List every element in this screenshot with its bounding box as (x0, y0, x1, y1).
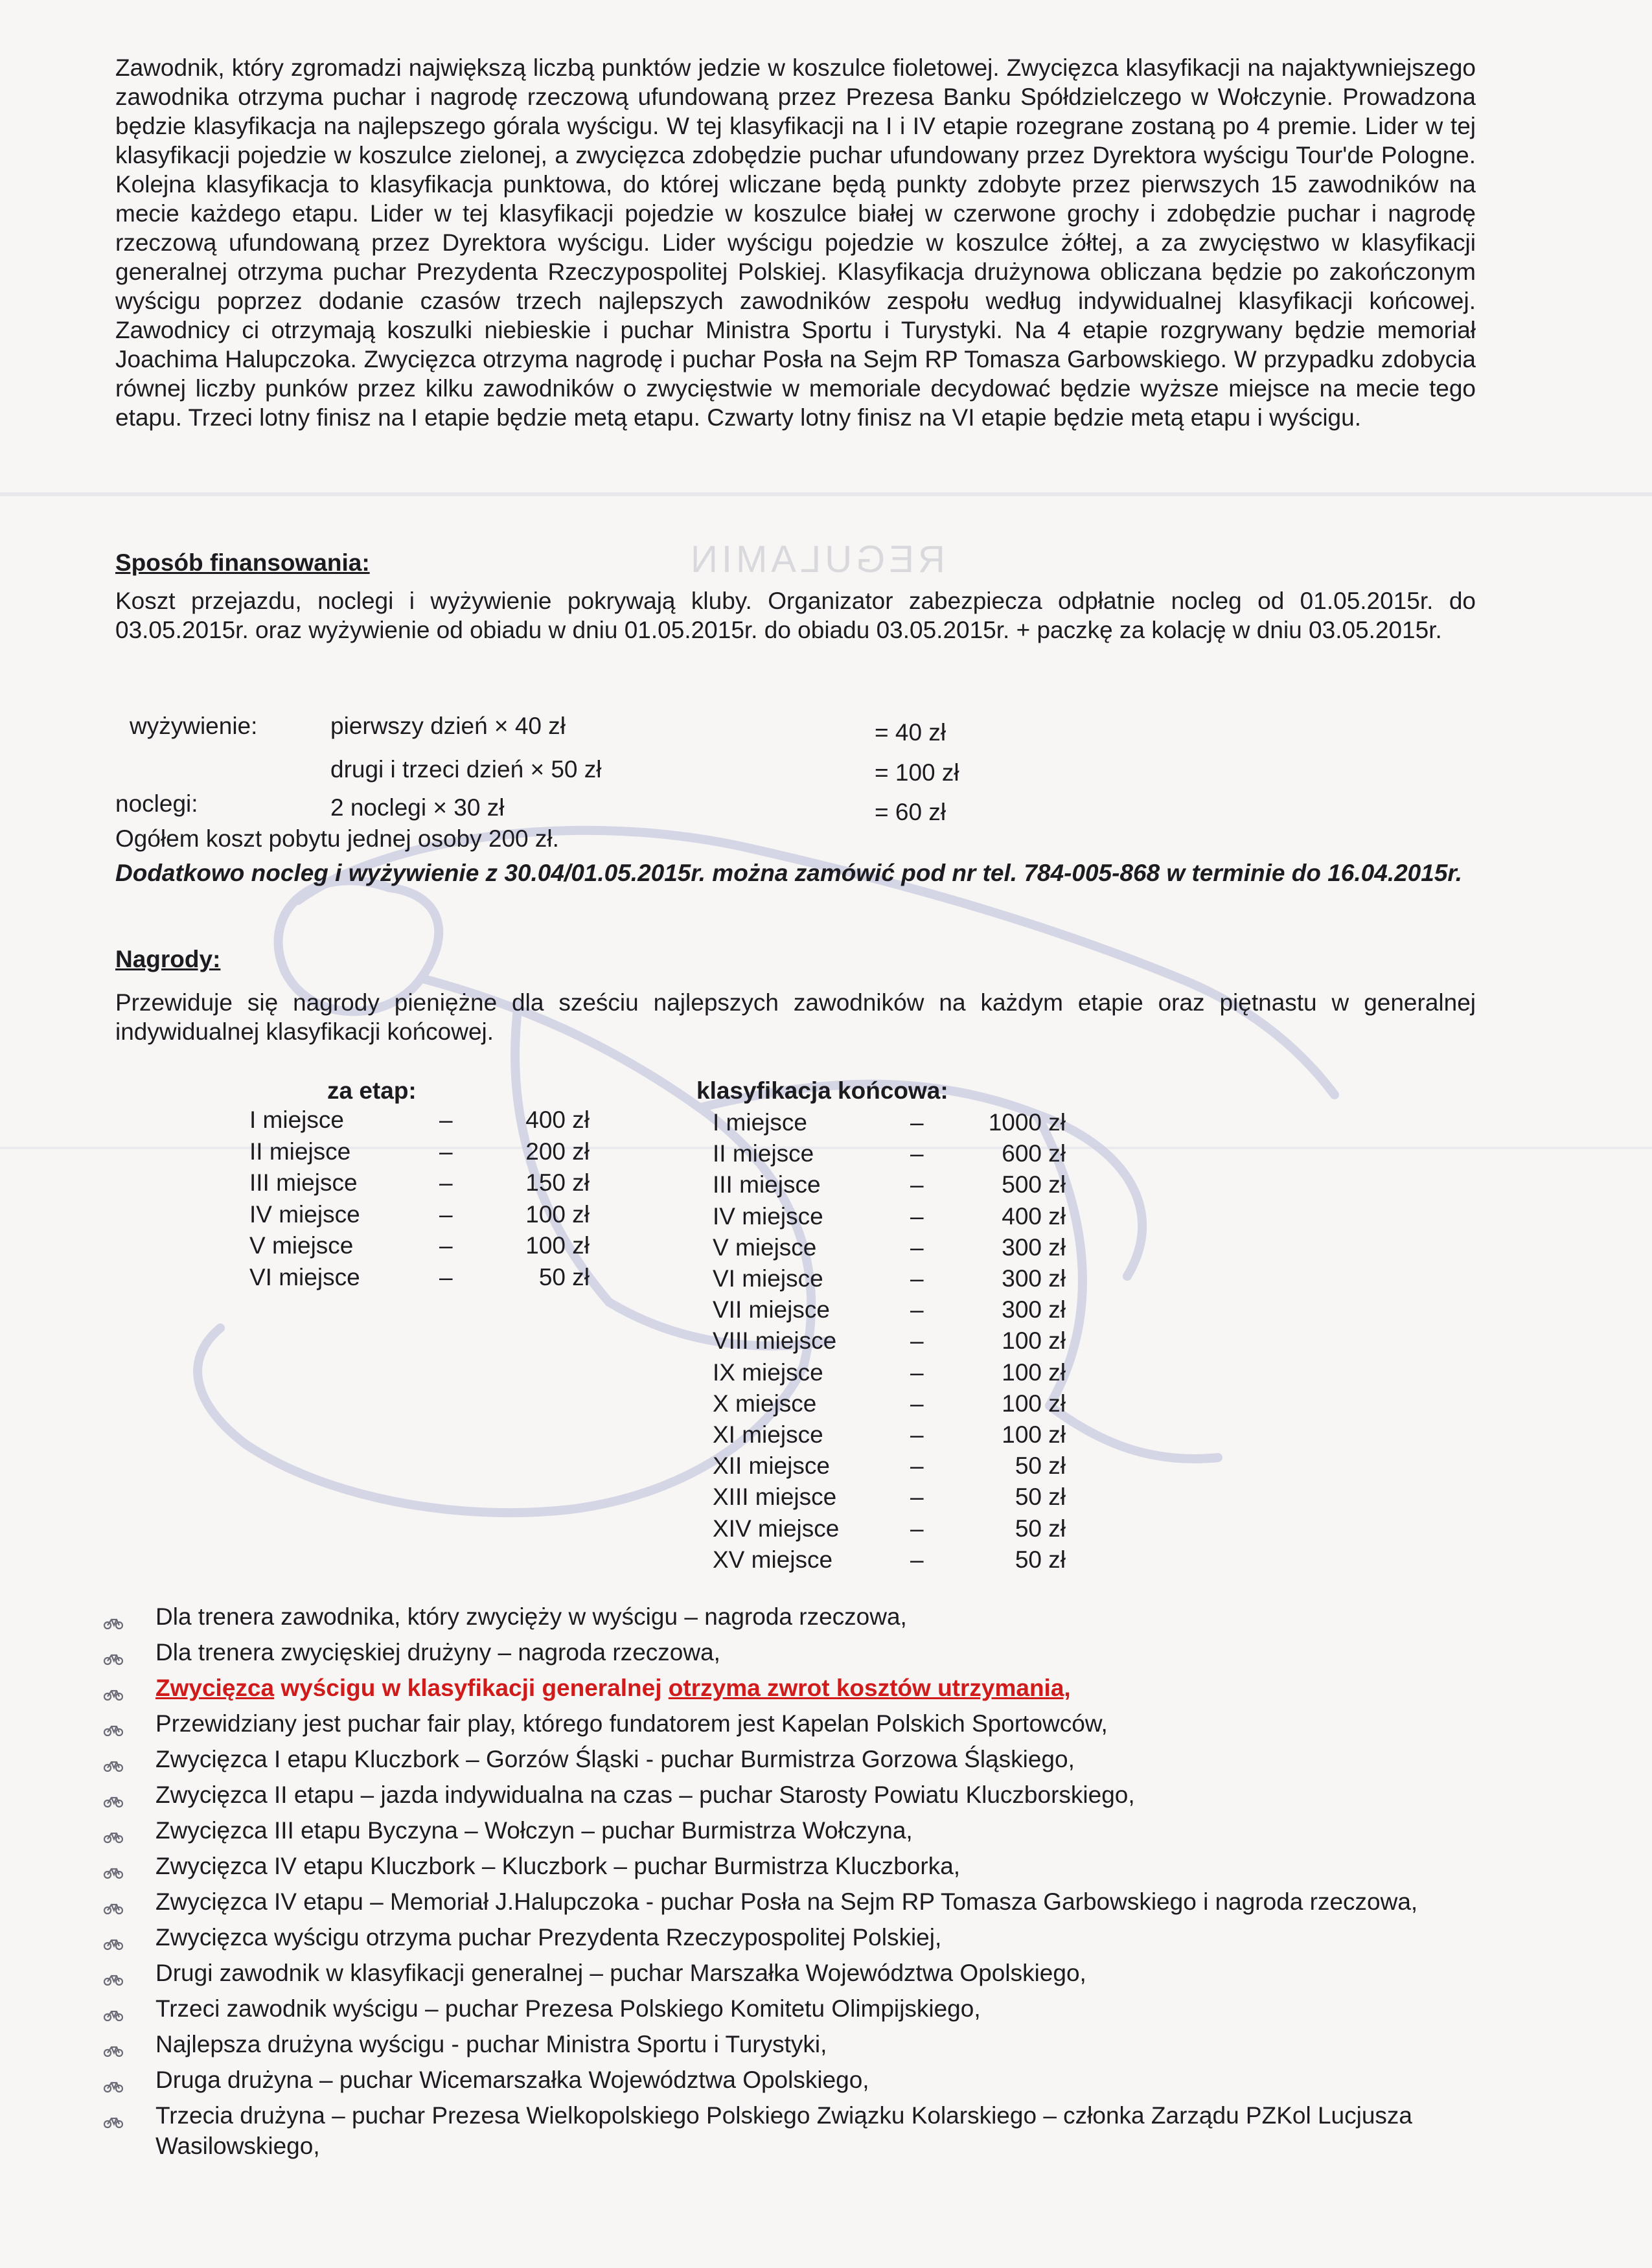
intro-text: Zawodnik, który zgromadzi największą liczbą punktów jedzie w koszulce fioletowej. Zwycięzca klasyfikacji na najaktywniejszego zawodnika otrzyma puchar i nagrodę rzeczową ufundowaną przez Prezesa Banku Spółdzielczego w Wołczynie. Prowadzona będzie klasyfikacja na najlepszego górala wyścigu. W tej klasyfikacji na I i IV etapie rozegrane zostaną po 4 premie. Lider w tej klasyfikacji pojedzie w koszulce zielonej, a zwycięzca zdobędzie puchar ufundowany przez Dyrektora wyścigu Tour'de Pologne. Kolejna klasyfikacja to klasyfikacja punktowa, do której wliczane będą punkty zdobyte przez pierwszych 15 zawodników na mecie każdego etapu. Lider w tej klasyfikacji pojedzie w koszulce białej w czerwone grochy i zdobędzie puchar i nagrodę rzeczową ufundowaną przez Dyrektora wyścigu. Lider wyścigu pojedzie w koszulce żółtej, a za zwycięstwo w klasyfikacji generalnej otrzyma puchar Prezydenta Rzeczypospolitej Polskiej. Klasyfikacja drużynowa obliczana będzie po zakończonym wyścigu poprzez dodanie czasów trzech najlepszych zawodników zespołu według indywidualnej klasyfikacji końcowej. Zawodnicy ci otrzymają koszulki niebieskie i puchar Ministra Sportu i Turystyki. Na 4 etapie rozgrywany będzie memoriał Joachima Halupczoka. Zwycięzca otrzyma nagrodę i puchar Posła na Sejm RP Tomasza Garbowskiego. W przypadku zdobycia równej liczby punków przez kilku zawodników o zwycięstwie w memoriale decydować będzie wyższe miejsce na mecie tego etapu. Trzeci lotny finisz na I etapie będzie metą etapu. Czwarty lotny finisz na VI etapie będzie metą etapu i wyścigu. (115, 54, 1476, 431)
highlight-middle: wyścigu w klasyfikacji generalnej (274, 1675, 669, 1701)
prize-dash: – (439, 1169, 453, 1196)
cost-label: noclegi: (115, 790, 198, 817)
prize-amount: 500 zł (1002, 1171, 1066, 1198)
list-item (104, 1922, 1529, 1958)
list-item (104, 2065, 1529, 2100)
prize-place: III miejsce (249, 1169, 358, 1196)
prize-amount: 50 zł (1015, 1546, 1066, 1573)
financing-paragraph: Koszt przejazdu, noclegi i wyżywienie pokrywają kluby. Organizator zabezpiecza odpłatnie nocleg od 01.05.2015r. do 03.05.2015r. oraz wyżywienie od obiadu w dniu 01.05.2015r. do obiadu 03.05.2015r. + paczkę za kolację w dniu 03.05.2015r. (115, 588, 1476, 643)
list-item-text: Zwycięzca wyścigu otrzyma puchar Prezydenta Rzeczypospolitej Polskiej, (155, 1924, 942, 1951)
bicycle-icon (104, 2029, 132, 2065)
bicycle-icon (104, 1815, 132, 1851)
prize-amount: 100 zł (1002, 1358, 1066, 1386)
prize-dash: – (910, 1140, 924, 1167)
prize-dash: – (910, 1515, 924, 1542)
list-item-text: Zwycięzca II etapu – jazda indywidualna na czas – puchar Starosty Powiatu Kluczborskiego, (155, 1781, 1135, 1808)
prize-place: IX miejsce (713, 1358, 823, 1386)
prize-place: VIII miejsce (713, 1327, 837, 1355)
prize-dash: – (910, 1546, 924, 1573)
prize-amount: 100 zł (525, 1232, 590, 1259)
prizes-text (115, 988, 1476, 1046)
bicycle-icon (104, 1922, 132, 1958)
prize-dash: – (910, 1171, 924, 1198)
prize-dash: – (910, 1390, 924, 1417)
paper-fold-line (0, 492, 1652, 496)
prize-place: I miejsce (713, 1109, 807, 1136)
cost-description: pierwszy dzień × 40 zł (330, 713, 566, 739)
prize-amount: 400 zł (525, 1106, 590, 1133)
highlight-text (132, 1673, 1529, 1703)
prize-dash: – (439, 1263, 453, 1290)
list-item-text: Dla trenera zawodnika, który zwycięży w wyścigu – nagroda rzeczowa, (155, 1603, 907, 1630)
prize-amount: 50 zł (1015, 1483, 1066, 1511)
cost-label: wyżywienie: (130, 713, 258, 739)
prize-place: II miejsce (713, 1140, 814, 1167)
prize-amount: 150 zł (525, 1169, 590, 1196)
prize-amount: 200 zł (525, 1138, 590, 1165)
prize-place: V miejsce (713, 1233, 817, 1261)
prize-dash: – (910, 1202, 924, 1230)
prize-place: XIII miejsce (713, 1483, 837, 1511)
bicycle-icon (104, 1708, 132, 1744)
awards-list (104, 1601, 1529, 2161)
cost-description: drugi i trzeci dzień × 50 zł (330, 756, 602, 783)
prize-place: XI miejsce (713, 1421, 823, 1448)
list-item-text: Trzeci zawodnik wyścigu – puchar Prezesa Polskiego Komitetu Olimpijskiego, (155, 1995, 981, 2022)
extra-booking-note: Dodatkowo nocleg i wyżywienie z 30.04/01.05.2015r. można zamówić pod nr tel. 784-005-868 w terminie do 16.04.2015r. (115, 860, 1463, 886)
bleed-through-title: REGULAMIN (687, 538, 945, 580)
prize-place: XIV miejsce (713, 1515, 840, 1542)
cost-amount: = 40 zł (875, 719, 946, 746)
list-item (104, 1601, 1529, 1637)
prize-dash: – (910, 1265, 924, 1292)
highlight-refund: otrzyma zwrot kosztów utrzymania, (668, 1675, 1071, 1701)
bicycle-icon (104, 1673, 132, 1708)
prize-amount: 50 zł (1015, 1515, 1066, 1542)
intro-paragraph (115, 53, 1476, 432)
list-item-text: Trzecia drużyna – puchar Prezesa Wielkopolskiego Polskiego Związku Kolarskiego – członka Zarządu PZKol Lucjusza Wasilowskiego, (155, 2102, 1412, 2159)
bicycle-icon (104, 1637, 132, 1673)
prize-dash: – (439, 1106, 453, 1133)
list-item (104, 1851, 1529, 1886)
prize-dash: – (910, 1483, 924, 1511)
stage-prizes-header: za etap: (327, 1077, 417, 1104)
list-item (104, 1744, 1529, 1780)
list-item-text: Druga drużyna – puchar Wicemarszałka Województwa Opolskiego, (155, 2067, 869, 2093)
prize-dash: – (439, 1232, 453, 1259)
prize-dash: – (910, 1421, 924, 1448)
list-item-text: Zwycięzca IV etapu Kluczbork – Kluczbork – puchar Burmistrza Kluczborka, (155, 1853, 961, 1879)
cost-description: 2 noclegi × 30 zł (330, 794, 505, 821)
list-item-text: Zwycięzca IV etapu – Memoriał J.Halupczoka - puchar Posła na Sejm RP Tomasza Garbowskiego i nagroda rzeczowa, (155, 1888, 1418, 1915)
prize-place: XV miejsce (713, 1546, 833, 1573)
list-item-text: Przewidziany jest puchar fair play, którego fundatorem jest Kapelan Polskich Sportowców, (155, 1710, 1108, 1737)
bicycle-icon (104, 2100, 132, 2136)
prize-place: V miejsce (249, 1232, 354, 1259)
prize-amount: 600 zł (1002, 1140, 1066, 1167)
bicycle-icon (104, 2065, 132, 2100)
prize-dash: – (910, 1358, 924, 1386)
list-item (104, 1708, 1529, 1744)
prize-dash: – (910, 1327, 924, 1355)
bicycle-icon (104, 1601, 132, 1637)
highlight-winner: Zwycięzca (155, 1675, 275, 1701)
list-item-text: Zwycięzca III etapu Byczyna – Wołczyn – puchar Burmistrza Wołczyna, (155, 1817, 913, 1844)
prize-dash: – (910, 1452, 924, 1480)
list-item (104, 1815, 1529, 1851)
list-item-text: Najlepsza drużyna wyścigu - puchar Ministra Sportu i Turystyki, (155, 2031, 827, 2057)
prize-dash: – (910, 1233, 924, 1261)
list-item (104, 2100, 1529, 2161)
list-item (104, 1886, 1529, 1922)
list-item-text: Zwycięzca I etapu Kluczbork – Gorzów Śląski - puchar Burmistrza Gorzowa Śląskiego, (155, 1746, 1075, 1772)
prize-dash: – (439, 1138, 453, 1165)
prize-amount: 400 zł (1002, 1202, 1066, 1230)
prize-place: IV miejsce (249, 1200, 360, 1228)
prize-place: III miejsce (713, 1171, 821, 1198)
bicycle-icon (104, 1851, 132, 1886)
financing-heading: Sposób finansowania: (115, 549, 370, 576)
prize-amount: 100 zł (1002, 1390, 1066, 1417)
list-item-text: Dla trenera zwycięskiej drużyny – nagroda rzeczowa, (155, 1639, 720, 1666)
list-item (104, 1637, 1529, 1673)
list-item (104, 2029, 1529, 2065)
prize-amount: 100 zł (1002, 1327, 1066, 1355)
prize-place: X miejsce (713, 1390, 817, 1417)
bicycle-icon (104, 1958, 132, 1993)
prize-place: VII miejsce (713, 1296, 830, 1323)
list-item (104, 1958, 1529, 1993)
bicycle-icon (104, 1780, 132, 1815)
cost-amount: = 60 zł (875, 799, 946, 825)
total-cost: Ogółem koszt pobytu jednej osoby 200 zł. (115, 825, 559, 852)
bicycle-icon (104, 1744, 132, 1780)
cost-amount: = 100 zł (875, 759, 959, 786)
prizes-heading: Nagrody: (115, 946, 221, 972)
list-item-text: Drugi zawodnik w klasyfikacji generalnej – puchar Marszałka Województwa Opolskiego, (155, 1960, 1086, 1986)
list-item-highlight (104, 1673, 1529, 1708)
bicycle-icon (104, 1886, 132, 1922)
prize-place: XII miejsce (713, 1452, 830, 1480)
prize-place: VI miejsce (249, 1263, 360, 1290)
prize-amount: 1000 zł (988, 1109, 1066, 1136)
prize-dash: – (910, 1296, 924, 1323)
list-item (104, 1993, 1529, 2029)
prize-amount: 100 zł (1002, 1421, 1066, 1448)
prize-amount: 300 zł (1002, 1296, 1066, 1323)
prize-amount: 50 zł (538, 1263, 590, 1290)
prize-place: IV miejsce (713, 1202, 823, 1230)
prize-amount: 100 zł (525, 1200, 590, 1228)
prize-place: VI miejsce (713, 1265, 823, 1292)
prize-amount: 50 zł (1015, 1452, 1066, 1480)
financing-text (115, 586, 1476, 645)
list-item (104, 1780, 1529, 1815)
prizes-paragraph: Przewiduje się nagrody pieniężne dla sześciu najlepszych zawodników na każdym etapie oraz piętnastu w generalnej indywidualnej klasyfikacji końcowej. (115, 989, 1476, 1045)
awards-list-rest (104, 1708, 1529, 2161)
prize-dash: – (910, 1109, 924, 1136)
prize-place: II miejsce (249, 1138, 351, 1165)
prize-amount: 300 zł (1002, 1265, 1066, 1292)
bicycle-icon (104, 1993, 132, 2029)
prize-amount: 300 zł (1002, 1233, 1066, 1261)
final-prizes-header: klasyfikacja końcowa: (696, 1077, 948, 1104)
prize-place: I miejsce (249, 1106, 344, 1133)
prize-dash: – (439, 1200, 453, 1228)
